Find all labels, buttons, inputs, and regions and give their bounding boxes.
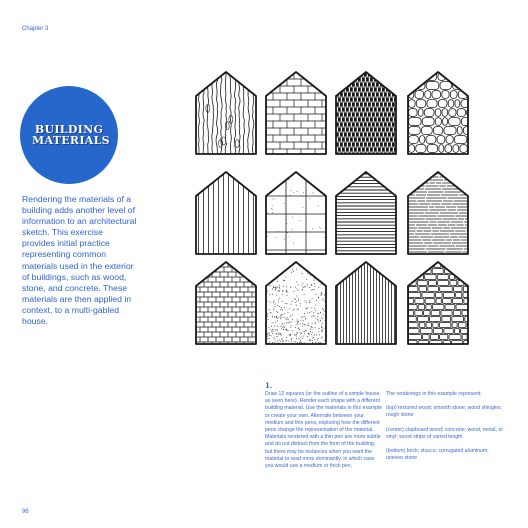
- house-textured-wood: [196, 72, 256, 160]
- step-number: 1.: [265, 381, 273, 390]
- legend-intro: The renderings in this example represent:: [386, 391, 482, 397]
- page-number: 96: [22, 509, 29, 515]
- title-badge: [20, 86, 118, 184]
- house-stucco: [266, 262, 326, 344]
- legend-center: (center) clapboard wood; concrete; wood, metal, or vinyl; wood strips of varied length: [386, 426, 504, 440]
- badge-title: BUILDING MATERIALS: [32, 123, 110, 147]
- house-sketch-grid: [186, 58, 492, 348]
- step-instructions: Draw 12 squares (or the outline of a simple house, as seen here). Render each shape with a different building material. Use the materials in this example or create your own. Alternate between your medium and thin pens, exploring how the different pens change the representation of the material. Materials rendered with a thin pen are more subtle and do not distract from the form of the building, but there may be instances when you want the material to read more dominantly, in which case you would use a medium or thick pen.: [265, 391, 383, 470]
- house-clapboard-wood: [196, 172, 256, 254]
- house-corrugated-aluminum: [336, 262, 396, 344]
- house-vinyl-siding: [336, 172, 396, 254]
- intro-paragraph: Rendering the materials of a building adds another level of information to an architectural sketch. This exercise provides initial practice representing common materials used in the exterior of buildings, such as wood, stone, and concrete. These materials are then applied in context, to a multi-gabled house.: [22, 194, 137, 327]
- house-wood-shingles: [336, 72, 397, 156]
- legend-bottom: (bottom) brick; stucco; corrugated aluminum; uneven stone: [386, 448, 489, 462]
- house-wood-strips: [408, 172, 483, 254]
- legend-column: [386, 391, 506, 469]
- house-uneven-stone: [408, 262, 476, 345]
- house-smooth-stone: [266, 72, 326, 156]
- chapter-label: Chapter 3: [22, 26, 49, 32]
- material-sketches: [186, 58, 492, 348]
- house-brick: [196, 262, 256, 347]
- house-rough-stone: [408, 72, 478, 161]
- house-concrete: [266, 172, 326, 254]
- legend-top: (top) textured wood; smooth stone; wood shingles; rough stone: [386, 405, 502, 419]
